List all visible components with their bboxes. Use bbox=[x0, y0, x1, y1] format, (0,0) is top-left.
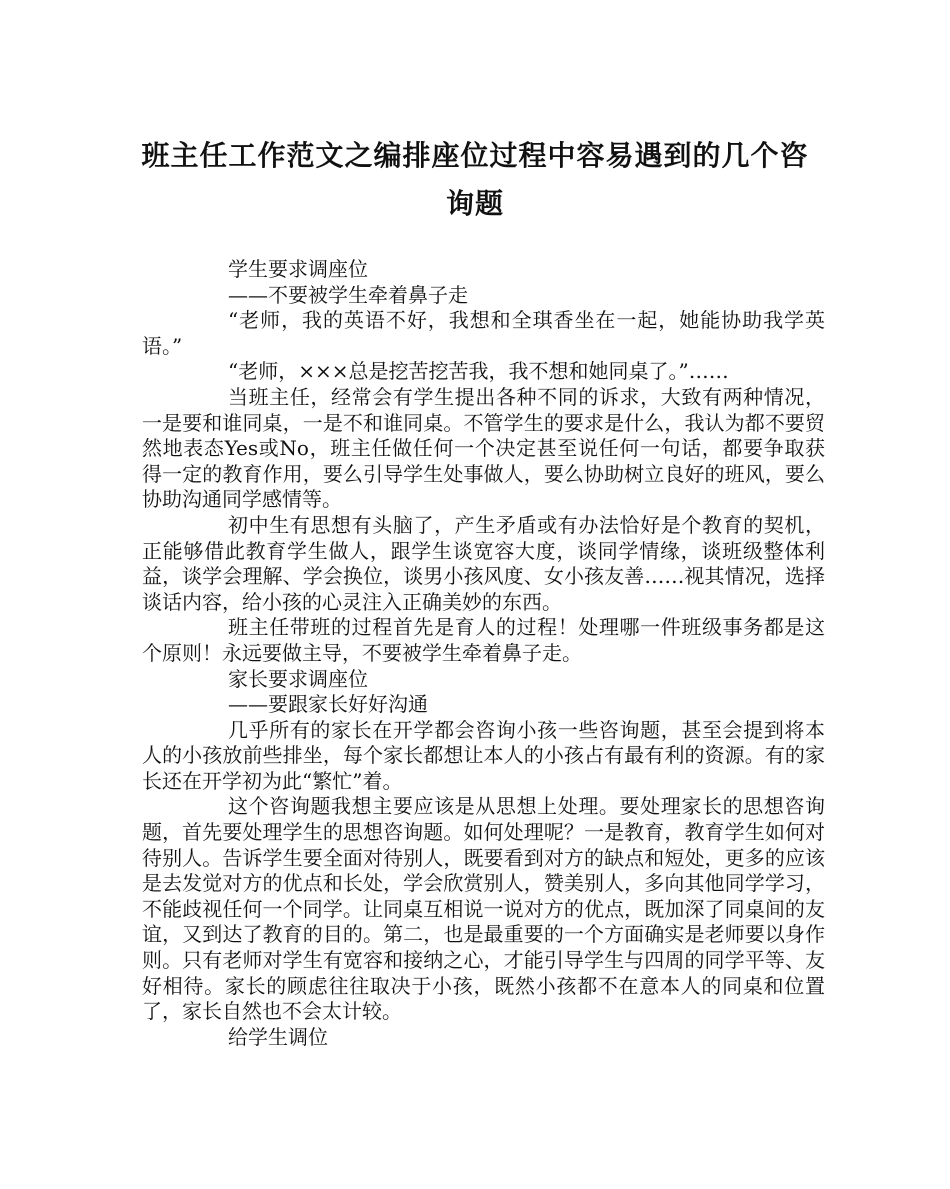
section-heading-student-request: 学生要求调座位 bbox=[228, 257, 368, 281]
document-title: 班主任工作范文之编排座位过程中容易遇到的几个咨询题 bbox=[141, 139, 809, 220]
body-paragraph: 这个咨询题我想主要应该是从思想上处理。要处理家长的思想咨询题，首先要处理学生的思想咨询题。如何处理呢？一是教育，教育学生如何对待别人。告诉学生要全面对待别人，既要看到对方的缺点和短处，更多的应该是去发觉对方的优点和长处，学会欣赏别人，赞美别人，多向其他同学学习，不能歧视任何一个同学。让同桌互相说一说对方的优点，既加深了同桌间的友谊，又到达了教育的目的。第二，也是最重要的一个方面确实是老师要以身作则。只有老师对学生有宽容和接纳之心，才能引导学生与四周的同学平等、友好相待。家长的顾虑往往取决于小孩，既然小孩都不在意本人的同桌和位置了，家长自然也不会太计较。 bbox=[142, 794, 825, 1024]
section-subheading-parent: ——要跟家长好好沟通 bbox=[228, 692, 428, 717]
quote-paragraph-deskmate: “老师，×××总是挖苦挖苦我，我不想和她同桌了。”…… bbox=[228, 359, 729, 384]
section-heading-parent-request: 家长要求调座位 bbox=[228, 666, 368, 691]
body-paragraph: 几乎所有的家长在开学都会咨询小孩一些咨询题，甚至会提到将本人的小孩放前些排坐，每个家长都想让本人的小孩占有最有利的资源。有的家长还在开学初为此“繁忙”着。 bbox=[142, 717, 825, 793]
body-paragraph: 班主任带班的过程首先是育人的过程！处理哪一件班级事务都是这个原则！永远要做主导，不要被学生牵着鼻子走。 bbox=[142, 615, 825, 665]
quote-paragraph-english: “老师，我的英语不好，我想和全琪香坐在一起，她能协助我学英语。” bbox=[142, 308, 825, 358]
section-heading-adjust-seats: 给学生调位 bbox=[228, 1024, 328, 1049]
document-body bbox=[142, 257, 825, 1050]
body-paragraph: 当班主任，经常会有学生提出各种不同的诉求，大致有两种情况，一是要和谁同桌，一是不和谁同桌。不管学生的要求是什么，我认为都不要贸然地表态Yes或No，班主任做任何一个决定甚至说任何一句话，都要争取获得一定的教育作用，要么引导学生处事做人，要么协助树立良好的班风，要么协助沟通同学感情等。 bbox=[142, 384, 825, 512]
body-paragraph: 初中生有思想有头脑了，产生矛盾或有办法恰好是个教育的契机，正能够借此教育学生做人，跟学生谈宽容大度，谈同学情缘，谈班级整体利益，谈学会理解、学会换位，谈男小孩风度、女小孩友善……视其情况，选择谈话内容，给小孩的心灵注入正确美妙的东西。 bbox=[142, 512, 825, 614]
section-subheading-student: ——不要被学生牵着鼻子走 bbox=[228, 282, 468, 307]
